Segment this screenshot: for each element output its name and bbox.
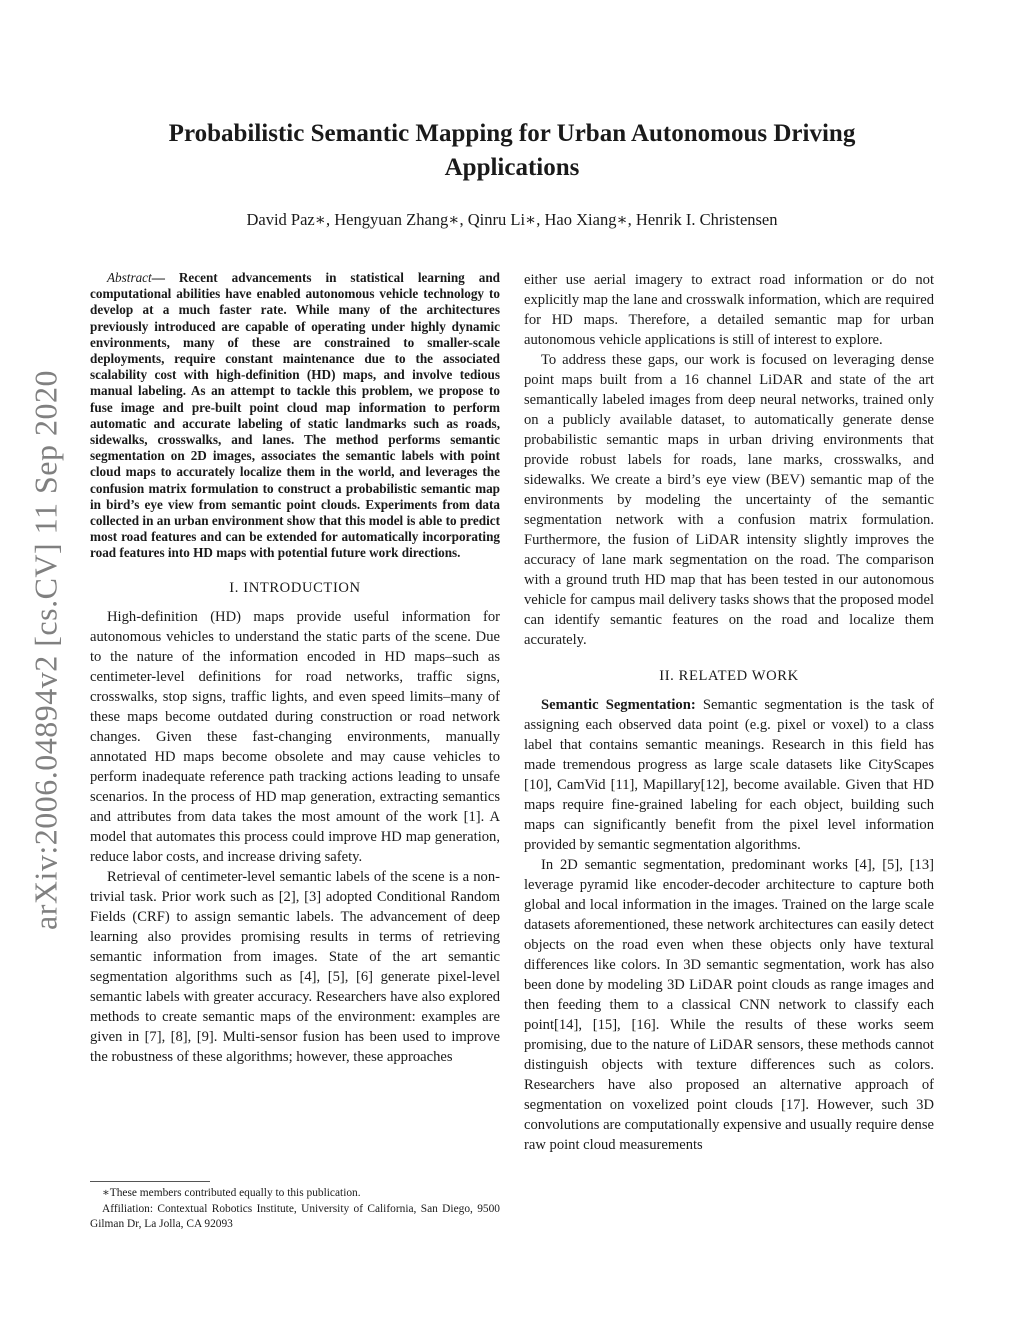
intro-paragraph-2-continued: either use aerial imagery to extract road information or do not explicitly map the lane and crosswalk information, which are required for HD maps. Therefore, a detailed semantic map for urban autonomous vehicle applications is still of interest to explore. xyxy=(524,272,934,348)
footnote-equal-contribution: ∗These members contributed equally to this publication. xyxy=(102,1187,361,1199)
abstract xyxy=(90,270,500,562)
footnote-affiliation: Affiliation: Contextual Robotics Institute, University of California, San Diego, 9500 Gilman Dr, La Jolla, CA 92093 xyxy=(90,1202,500,1230)
intro-paragraph-3: To address these gaps, our work is focused on leveraging dense point maps built from a 16 channel LiDAR and state of the art semantically labeled images from deep neural networks, trained only on a publicly available dataset, to automatically generate dense probabilistic semantic maps in urban driving environments that provide robust labels for roads, lane marks, crosswalks, and sidewalks. We create a bird’s eye view (BEV) semantic map of the environments by modeling the uncertainty of the semantic segmentation network with a confusion matrix formulation. Furthermore, the fusion of LiDAR intensity slightly improves the accuracy of lane mark segmentation on the road. The comparison with a ground truth HD map that has been tested in our autonomous vehicle for campus mail delivery tasks shows that the proposed model can identify semantic features on the road and localize them accurately. xyxy=(524,352,934,648)
intro-paragraph-1: High-definition (HD) maps provide useful information for autonomous vehicles to understand the static parts of the scene. Due to the nature of the information encoded in HD maps–such as centimeter-level definitions for road networks, traffic signs, crosswalks, stop signs, traffic lights, and even speed limits–many of these maps become outdated during construction or road network changes. Given these fast-changing environments, manually annotated HD maps become obsolete and may cause vehicles to perform inadequate reference path tracking actions leading to unsafe scenarios. In the process of HD map generation, extracting semantics and attributes from data takes the most amount of the work [1]. A model that automates this process could improve HD map generation, reduce labor costs, and increase driving safety. xyxy=(90,608,500,865)
intro-paragraph-2: Retrieval of centimeter-level semantic labels of the scene is a non-trivial task. Prior work such as [2], [3] adopted Conditional Random Fields (CRF) to assign semantic labels. The advancement of deep learning also provides promising results in terms of retrieving semantic information from images. State of the art semantic segmentation algorithms such as [4], [5], [6] generate pixel-level semantic labels with greater accuracy. Researchers have also explored methods to create semantic maps of the environment: examples are given in [7], [8], [9]. Multi-sensor fusion has been used to improve the robustness of these algorithms; however, these approaches xyxy=(90,868,500,1065)
paper-title: Probabilistic Semantic Mapping for Urban Autonomous Driving Applications xyxy=(168,120,856,181)
abstract-label: Abstract xyxy=(107,270,152,285)
section-heading-related-work: II. RELATED WORK xyxy=(659,668,799,684)
related-paragraph-2: In 2D semantic segmentation, predominant works [4], [5], [13] leverage pyramid like encoder-decoder architecture to capture both global and local information in the images. Trained on the large scale datasets aforementioned, these network architectures can easily detect objects on the road even when these objects only have textural differences like colors. In 3D semantic segmentation, work has also been done by modeling 3D LiDAR point clouds as range images and then feeding them to a classical CNN network to classify each point[14], [15], [16]. While the results of these works seem promising, due to the nature of LiDAR sensors, these methods cannot distinguish objects with texture differences such as colors. Researchers have also proposed an alternative approach of segmentation on voxelized point clouds [17]. However, such 3D convolutions are computationally expensive and usually require dense raw point cloud measurements xyxy=(524,857,934,1153)
abstract-text: — Recent advancements in statistical learning and computational abilities have enabled autonomous vehicle technology to develop at a much faster rate. While many of the architectures previously introduced are capable of operating under highly dynamic environments, many of these are constrained to smaller-scale deployments, require constant maintenance due to the associated scalability cost with high-definition (HD) maps, and involve tedious manual labeling. As an attempt to tackle this problem, we propose to fuse image and pre-built point cloud map information to perform automatic and accurate labeling of static landmarks such as roads, sidewalks, crosswalks, and lanes. The method performs semantic segmentation on 2D images, associates the semantic labels with point cloud maps to accurately localize them in the world, and leverages the confusion matrix formulation to construct a probabilistic semantic map in bird’s eye view from semantic point clouds. Experiments from data collected in an urban environment show that this model is able to predict most road features and can be extended for automatically incorporating road features into HD maps with potential future work directions. xyxy=(90,270,500,561)
right-column xyxy=(524,270,934,1155)
section-heading-introduction: I. INTRODUCTION xyxy=(229,579,361,596)
left-column xyxy=(90,270,500,1067)
footnotes xyxy=(90,1181,500,1233)
related-paragraph-1-text: Semantic segmentation is the task of assigning each observed data point (e.g. pixel or voxel) to a class label that contains semantic meanings. Research in this field has made tremendous progress as large scale datasets like CityScapes [10], CamVid [11], Mapillary[12], become available. Given that HD maps require fine-grained labeling for each object, building such maps can significantly benefit from the pixel level information provided by semantic segmentation algorithms. xyxy=(524,697,934,853)
arxiv-identifier: arXiv:2006.04894v2 [cs.CV] 11 Sep 2020 xyxy=(27,370,64,930)
semantic-segmentation-runin: Semantic Segmentation: xyxy=(541,697,696,713)
author-list: David Paz∗, Hengyuan Zhang∗, Qinru Li∗, Hao Xiang∗, Henrik I. Christensen xyxy=(246,210,778,229)
footnote-divider xyxy=(90,1181,210,1182)
related-paragraph-1 xyxy=(524,695,934,855)
